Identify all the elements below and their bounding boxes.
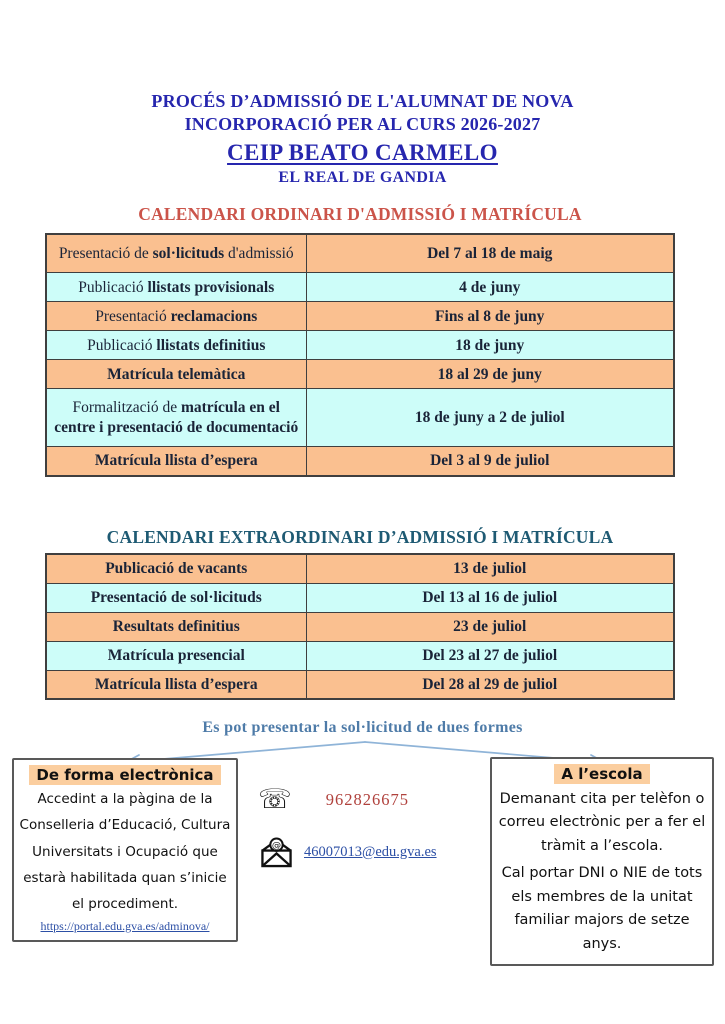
table-row [46,447,674,476]
header [0,90,725,187]
town-name: EL REAL DE GANDIA [278,169,447,187]
row-label: Publicació llistats provisionals [46,273,306,302]
row-label: Presentació de sol·licituds [46,583,306,612]
row-label: Publicació de vacants [46,554,306,583]
row-date: 18 de juny [306,331,674,360]
at-school-text-1: Demanant cita per telèfon o correu electrònic per a fer el tràmit a l’escola. [498,791,706,854]
row-date: 13 de juliol [306,554,674,583]
row-label: Matrícula telemàtica [46,360,306,389]
table-row [46,554,674,583]
row-date: Fins al 8 de juny [306,302,674,331]
at-school-box [490,757,714,966]
ordinary-calendar-table [45,233,675,477]
table-row [46,641,674,670]
row-label: Presentació reclamacions [46,302,306,331]
two-ways-heading: Es pot presentar la sol·licitud de dues formes [202,719,523,736]
table-row [46,302,674,331]
row-date: 18 de juny a 2 de juliol [306,389,674,447]
envelope-at-icon [258,836,295,868]
ordinary-calendar-title: CALENDARI ORDINARI D'ADMISSIÓ I MATRÍCULA [138,204,582,224]
process-title-line1: PROCÉS D’ADMISSIÓ DE L'ALUMNAT DE NOVA [151,91,574,111]
row-date: Del 23 al 27 de juliol [306,641,674,670]
table-row [46,583,674,612]
table-row [46,234,674,273]
row-label: Matrícula llista d’espera [46,670,306,699]
extraordinary-calendar-table [45,553,675,700]
telephone-icon: ☏ [258,784,292,815]
table-row [46,389,674,447]
electronic-way-title: De forma electrònica [29,765,220,785]
row-date: 23 de juliol [306,612,674,641]
at-school-title: A l’escola [554,764,649,784]
row-date: Del 13 al 16 de juliol [306,583,674,612]
phone-number: 962826675 [325,789,410,809]
email-row [258,836,458,868]
svg-text:@: @ [271,840,282,852]
row-label: Matrícula llista d’espera [46,447,306,476]
at-school-text-2: Cal portar DNI o NIE de tots els membres de la unitat familiar majors de setze anys. [501,865,703,952]
row-label: Resultats definitius [46,612,306,641]
table-row [46,670,674,699]
row-date: Del 28 al 29 de juliol [306,670,674,699]
extraordinary-calendar-title: CALENDARI EXTRAORDINARI D’ADMISSIÓ I MATRÍCULA [106,527,614,547]
row-date: Del 3 al 9 de juliol [306,447,674,476]
row-date: 4 de juny [306,273,674,302]
table-row [46,331,674,360]
electronic-way-text: Accedint a la pàgina de la Conselleria d’Educació, Cultura Universitats i Ocupació que estarà habilitada quan s’inicie el procediment. [19,791,231,913]
row-label: Formalització de matrícula en el centre i presentació de documentació [46,389,306,447]
phone-row [258,786,458,813]
row-date: Del 7 al 18 de maig [306,234,674,273]
table-row [46,612,674,641]
electronic-way-box [12,758,238,942]
row-label: Publicació llistats definitius [46,331,306,360]
table-row [46,360,674,389]
table-row [46,273,674,302]
process-title-line2: INCORPORACIÓ PER AL CURS 2026-2027 [184,114,541,135]
school-email-link[interactable]: 46007013@edu.gva.es [304,843,437,860]
row-date: 18 al 29 de juny [306,360,674,389]
contact-block [258,786,458,868]
row-label: Presentació de sol·licituds d'admissió [46,234,306,273]
admission-portal-link[interactable]: https://portal.edu.gva.es/adminova/ [40,918,210,933]
row-label: Matrícula presencial [46,641,306,670]
school-name: CEIP BEATO CARMELO [227,140,498,166]
